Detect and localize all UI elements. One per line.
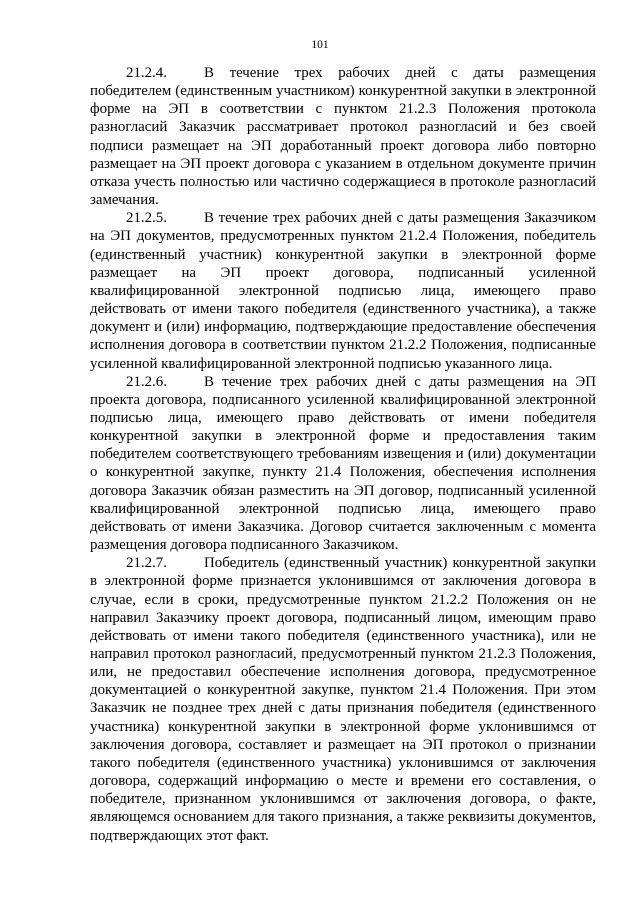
paragraph-21-2-7	[90, 554, 596, 845]
paragraph-21-2-6	[90, 373, 596, 555]
paragraph-number: 21.2.5.	[126, 210, 167, 227]
paragraph-number: 21.2.7.	[126, 555, 167, 572]
paragraph-number: 21.2.6.	[126, 373, 167, 390]
paragraph-text: Победитель (единственный участник) конкурентной закупки в электронной форме признается уклонившимся от заключения договора в случае, если в сроки, предусмотренные пунктом 21.2.2 Положения он не направил Заказчику проект договора, подписанный лицом, имеющим право действовать от имени такого победителя (единственного участника), или не направил протокол разногласий, предусмотренный пунктом 21.2.3 Положения, или, не предоставил обеспечение исполнения договора, предусмотренное документацией о конкурентной закупке, пунктом 21.4 Положения. При этом Заказчик не позднее трех дней с даты признания победителя (единственного участника) конкурентной закупки в электронной форме уклонившимся от заключения договора, составляет и размещает на ЭП протокол о признании такого победителя (единственного участника) уклонившимся от заключения договора, содержащий информацию о месте и времени его составления, о победителе, признанном уклонившимся от заключения договора, о факте, являющемся основанием для такого признания, а также реквизиты документов, подтверждающих этот факт.	[90, 555, 596, 844]
paragraph-21-2-5	[90, 209, 596, 372]
paragraph-text: В течение трех рабочих дней с даты размещения на ЭП проекта договора, подписанного усиленной квалифицированной электронной подписью лица, имеющего право действовать от имени победителя конкурентной закупки в электронной форме и предоставления таким победителем соответствующего требованиям извещения и (или) документации о конкурентной закупке, пункту 21.4 Положения, обеспечения исполнения договора Заказчик обязан разместить на ЭП договор, подписанный усиленной квалифицированной электронной подписью лица, имеющего право действовать от имени Заказчика. Договор считается заключенным с момента размещения договора подписанного Заказчиком.	[90, 373, 596, 554]
paragraph-21-2-4	[90, 64, 596, 209]
paragraph-text: В течение трех рабочих дней с даты размещения победителем (единственным участником) конкурентной закупки в электронной форме на ЭП в соответствии с пунктом 21.2.3 Положения протокола разногласий Заказчик рассматривает протокол разногласий и без своей подписи размещает на ЭП доработанный проект договора либо повторно размещает на ЭП проект договора с указанием в отдельном документе причин отказа учесть полностью или частично содержащиеся в протоколе разногласий замечания.	[90, 65, 596, 209]
document-body	[90, 64, 596, 845]
paragraph-text: В течение трех рабочих дней с даты размещения Заказчиком на ЭП документов, предусмотренных пунктом 21.2.4 Положения, победитель (единственный участник) конкурентной закупки в электронной форме размещает на ЭП проект договора, подписанный усиленной квалифицированной электронной подписью лица, имеющего право действовать от имени такого победителя (единственного участника), а также документ и (или) информацию, подтверждающие предоставление обеспечения исполнения договора в соответствии пунктом 21.2.2 Положения, подписанные усиленной квалифицированной электронной подписью указанного лица.	[90, 210, 596, 372]
page-number: 101	[311, 39, 329, 51]
paragraph-number: 21.2.4.	[126, 65, 167, 81]
